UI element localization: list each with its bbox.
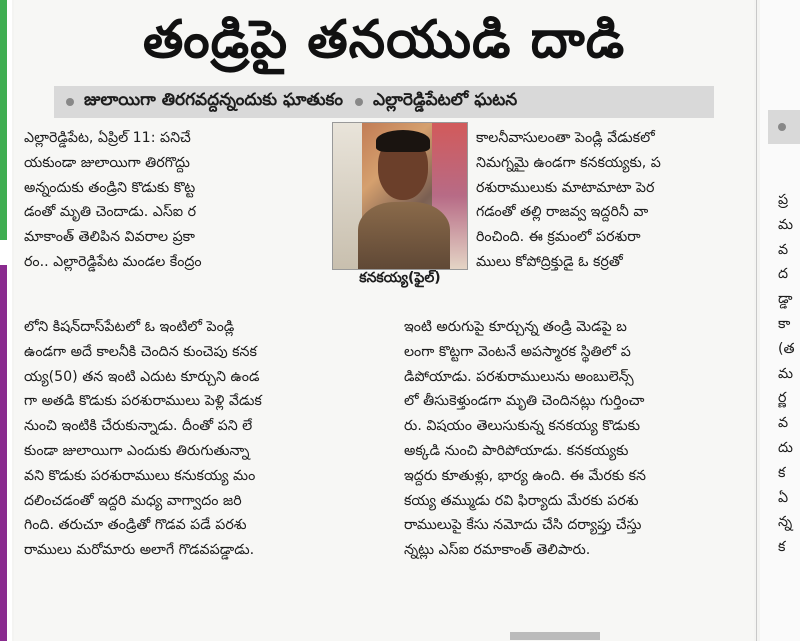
body-line: కాలనీవాసులంతా పెండ్లి వేడుకలో [476,130,655,146]
body-line: అక్కడి నుంచి పారిపోయాడు. కనకయ్యకు [404,442,629,459]
body-line: గింది. తరుచూ తండ్రితో గొడవ పడే పరశు [24,517,247,534]
column-divider [756,0,757,641]
person-photo [332,122,468,270]
body-line: లంగా కొట్టగా వెంటనే అపస్మారక స్థితిలో ప [404,343,631,360]
bullet-icon [355,98,363,106]
body-line: రించింది. ఈ క్రమంలో పరశురా [476,229,641,246]
news-article [14,0,754,641]
body-line: కుండా జులాయిగా ఎందుకు తిరుగుతున్నా [24,442,250,459]
edge-accent-green [0,0,7,240]
body-line: య్య(50) తన ఇంటి ఎదుట కూర్చుని ఉండ [24,368,260,385]
adjacent-article-text: ప్ర మ వ ద డ్డా కా (త మ ర్ణ వ దు క ఏ న్న క [778,192,795,556]
body-line: వని కొడుకు పరశురాములు కనుకయ్య మం [24,467,256,484]
body-line: లోని కిషన్‌దాస్‌పేటలో ఓ ఇంటిలో పెండ్లి [24,319,235,335]
body-line: డంతో మృతి చెందాడు. ఎస్ఐ ర [24,204,197,221]
body-line: లో తీసుకెళ్తుండగా మృతి చెందినట్లు గుర్తించా [404,393,645,410]
photo-caption: కనకయ్య(ఫైల్) [359,270,441,286]
adjacent-article [760,0,800,641]
body-line: గడంతో తల్లి రాజవ్వ ఇద్దరినీ వా [476,204,649,221]
body-line: రు. విషయం తెలుసుకున్న కనకయ్య కొడుకు [404,418,640,435]
bullet-icon [778,123,786,131]
body-column-left-lower [24,315,394,563]
edge-accent-purple [0,265,7,641]
body-line: అన్నందుకు తండ్రిని కొడుకు కొట్ట [24,179,196,196]
adjacent-subheadline-bar [768,110,800,144]
body-column-right [476,126,746,275]
body-column-right-lower [404,275,746,563]
body-line: నుంచి ఇంటికి చేరుకున్నాడు. దీంతో పని లే [24,418,253,435]
bullet-icon [66,98,74,106]
body-line: నిమగ్నమై ఉండగా కనకయ్యకు, ప [476,154,661,171]
body-line: గా అతడి కొడుకు పరశురాములు పెళ్లి వేడుక [24,393,262,410]
body-column-left [24,126,322,275]
subheadline-bar [54,86,714,118]
body-line: యకుండా జులాయిగా తిరగొద్దు [24,154,190,171]
body-line: ఇద్దరు కూతుళ్లు, భార్య ఉంది. ఈ మేరకు కన [404,467,647,484]
body-line: ఇంటి అరుగుపై కూర్చున్న తండ్రి మెడపై బ [404,319,627,335]
body-line: న్నట్లు ఎస్ఐ రమాకాంత్ తెలిపారు. [404,542,591,559]
body-line: రాములు మరోమారు అలాగే గొడవపడ్డాడు. [24,542,255,559]
headline: తండ్రిపై తనయుడి దాడి [142,10,626,70]
body-line: రశురాములుకు మాటామాటా పెర [476,179,655,196]
body-line: రాములుపై కేసు నమోదు చేసి దర్యాప్తు చేస్తు [404,517,642,534]
subheadline-item-2: ఎల్లారెడ్డిపేటలో ఘటన [373,90,518,110]
body-line: ములు కోపోద్రిక్తుడై ఓ కర్రతో [476,253,623,270]
body-line: మాకాంత్ తెలిపిన వివరాల ప్రకా [24,229,195,246]
body-line: ఉండగా అదే కాలనీకి చెందిన కుంచెపు కనక [24,343,257,360]
body-line: రం.. ఎల్లారెడ్డిపేట మండల కేంద్రం [24,253,202,270]
body-line: డిపోయాడు. పరశురాములును అంబులెన్స్ [404,368,634,385]
page-edge [0,0,12,641]
body-line: దలించడంతో ఇద్దరి మధ్య వాగ్వాదం జరి [24,492,242,509]
body-line: ఎల్లారెడ్డిపేట, ఏప్రిల్ 11: పనిచే [24,130,191,146]
subheadline-item-1: జులాయిగా తిరగవద్దన్నందుకు ఘాతుకం [84,90,344,110]
next-article-heading-fragment [510,632,600,640]
body-line: కయ్య తమ్ముడు రవి ఫిర్యాదు మేరకు పరశు [404,492,639,509]
